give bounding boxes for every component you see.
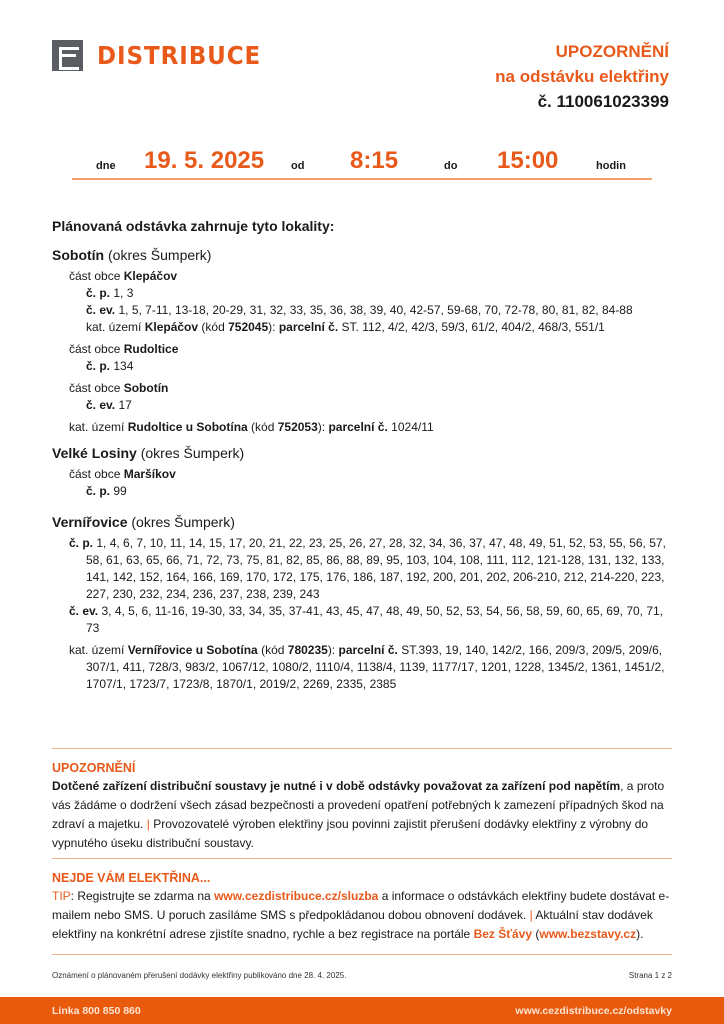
cev-values: 1, 5, 7-11, 13-18, 20-29, 31, 32, 33, 35, 36, 38, 39, 40, 42-57, 59-68, 70, 72-78, 80, 81, 82, 84-88 [118, 303, 633, 317]
kod-label: (kód [201, 320, 225, 334]
hours-label: hodin [596, 160, 626, 172]
part-name: Maršíkov [123, 467, 176, 481]
to-label: do [444, 160, 458, 172]
service-link[interactable]: www.cezdistribuce.cz/sluzba [214, 889, 379, 903]
part-prefix: část obce [69, 467, 121, 481]
cp-values: 99 [113, 484, 127, 498]
cp-label: č. p. [69, 536, 94, 550]
municipality-vernirovice [52, 513, 672, 531]
house-numbers [52, 358, 672, 375]
cp-values: 1, 4, 6, 7, 10, 11, 14, 15, 17, 20, 21, 22, 23, 25, 26, 27, 28, 32, 34, 36, 37, 47, 48, 49, 51, 52, 53, 55, 56, 57, 58, 61, 63, 65, 66, 71, 72, 73, 75, 81, 82, 85, 86, 88, 89, 95, 103, 104, 108, 111, 112, 121-128, 131, 132, 133, 141, 142, 152, 164, 166, 169, 170, 172, 175, 176, 186, 187, 192, 200, 201, 202, 206-210, 212, 214-220, 223, 227, 230, 232, 234, 236, 237, 238, 239, 243 [86, 536, 666, 601]
registry-numbers [52, 397, 672, 414]
cadastral-parcels: kat. území Rudoltice u Sobotína (kód 752053): parcelní č. 1024/11 [69, 420, 434, 434]
safety-warning [52, 760, 672, 853]
kat-name: Vernířovice u Sobotína [127, 643, 258, 657]
separator: | [146, 817, 150, 831]
parcel-values: 1024/11 [391, 420, 434, 434]
municipality-velke-losiny [52, 444, 672, 462]
parcel-values: ST.393, 19, 140, 142/2, 166, 209/3, 209/5, 209/6, 307/1, 411, 728/3, 983/2, 1067/12, 1080/2, 1110/4, 1138/4, 1139, 1177/17, 1201, 1228, 1345/2, 1361, 1451/2, 1707/1, 1723/7, 1723/8, 1870/1, 2019/2, 2269, 2335, 2385 [86, 643, 665, 691]
kod-label: (kód [251, 420, 275, 434]
kat-label: kat. území [69, 643, 125, 657]
cev-label: č. ev. [86, 398, 116, 412]
house-numbers [52, 483, 672, 500]
district: (okres Šumperk) [140, 445, 245, 461]
municipality-sobotin [52, 246, 672, 264]
parcel-values: ST. 112, 4/2, 42/3, 59/3, 61/2, 404/2, 468/3, 551/1 [341, 320, 605, 334]
registry-numbers [52, 302, 672, 319]
house-numbers [52, 535, 672, 603]
page-number: Strana 1 z 2 [628, 971, 672, 980]
outage-end-time: 15:00 [497, 147, 559, 174]
municipality-name: Vernířovice [52, 514, 128, 530]
from-label: od [291, 160, 305, 172]
district: (okres Šumperk) [108, 247, 212, 263]
cadastral-parcels: kat. území Vernířovice u Sobotína (kód 780235): parcelní č. ST.393, 19, 140, 142/2, 166, 209/3, 209/5, 209/6, 307/1, 411, 728/3, 983/2, 1067/12, 1080/2, 1110/4, 1138/4, 1139, 1177/17, 1201, 1228, 1345/2, 1361, 1451/2, 1707/1, 1723/7, 1723/8, 1870/1, 2019/2, 2269, 2335, 2385 [69, 643, 665, 691]
cev-values: 17 [118, 398, 132, 412]
parcel-label: parcelní č. [338, 643, 398, 657]
kat-name: Rudoltice u Sobotína [127, 420, 248, 434]
outage-start-time: 8:15 [350, 147, 399, 174]
tip-title: NEJDE VÁM ELEKTŘINA... [52, 871, 211, 885]
hotline[interactable]: Linka 800 850 860 [52, 1005, 141, 1017]
cev-label: č. ev. [69, 604, 99, 618]
tip-text-3: Aktuální stav dodávek elektřiny na konkrétní adrese zjistíte snadno, rychle a bez registrace na portále [52, 908, 653, 941]
kat-code: 752053 [277, 420, 318, 434]
parcel-label: parcelní č. [278, 320, 339, 334]
kat-code: 752045 [228, 320, 269, 334]
part-name: Sobotín [123, 381, 169, 395]
kat-name: Klepáčov [144, 320, 199, 334]
cp-values: 134 [113, 359, 134, 373]
footer-bar [0, 997, 724, 1024]
localities-section [52, 218, 672, 693]
divider [52, 858, 672, 859]
outages-link[interactable]: www.cezdistribuce.cz/odstavky [515, 1005, 672, 1017]
paren: ( [535, 927, 540, 941]
part-label [52, 380, 672, 397]
kat-code: 780235 [287, 643, 328, 657]
publication-note: Oznámení o plánovaném přerušení dodávky elektřiny publikováno dne 28. 4. 2025. [52, 971, 347, 980]
cev-values: 3, 4, 5, 6, 11-16, 19-30, 33, 34, 35, 37-41, 43, 45, 47, 48, 49, 50, 52, 53, 54, 56, 58, 59, 60, 65, 69, 70, 71, 73 [86, 604, 664, 635]
divider [52, 748, 672, 749]
warning-title: UPOZORNĚNÍ [52, 761, 136, 775]
warning-bold: Dotčené zařízení distribuční soustavy je nutné i v době odstávky považovat za zařízení pod napětím [52, 779, 621, 793]
registry-numbers [52, 603, 672, 637]
outage-date: 19. 5. 2025 [144, 147, 265, 174]
divider [52, 954, 672, 955]
part-prefix: část obce [69, 381, 121, 395]
notice-number: č. 110061023399 [537, 92, 669, 111]
tip-text-2: a informace o odstávkách elektřiny budete dostávat e-mailem nebo SMS. U poruch zasíláme SMS s předpokládanou dobou obnovení dodávek. [52, 889, 670, 922]
warning-text-1: , a proto vás žádáme o dodržení všech zásad bezpečnosti a provedení opatření potřebných k zamezení případných škod na zdraví a majetku. [52, 779, 665, 831]
separator: | [529, 908, 533, 922]
logo-text: DISTRIBUCE [97, 41, 262, 70]
logo-mark-icon [52, 40, 83, 71]
part-label [52, 466, 672, 483]
municipality-name: Sobotín [52, 247, 105, 263]
kat-label: kat. území [69, 420, 125, 434]
notice-header [495, 39, 669, 114]
cp-label: č. p. [86, 359, 111, 373]
paren: ). [636, 927, 644, 941]
tip-label: TIP [52, 889, 71, 903]
kat-label: kat. území [86, 320, 142, 334]
cp-label: č. p. [86, 484, 111, 498]
portal-name: Bez Šťávy [473, 927, 533, 941]
notice-subtitle: na odstávku elektřiny [495, 67, 669, 86]
notice-title: UPOZORNĚNÍ [555, 42, 669, 61]
kod-label: (kód [261, 643, 285, 657]
tip-text-1: : Registrujte se zdarma na [70, 889, 211, 903]
part-label [52, 268, 672, 285]
cp-values: 1, 3 [113, 286, 134, 300]
warning-text-2: Provozovatelé výroben elektřiny jsou povinni zajistit přerušení dodávky elektřiny z výrobny do vypnutého úseku distribuční soustavy. [52, 817, 649, 850]
cp-label: č. p. [86, 286, 111, 300]
cev-label: č. ev. [86, 303, 116, 317]
tip-section [52, 870, 672, 944]
cadastral-parcels: kat. území Klepáčov (kód 752045): parcelní č. ST. 112, 4/2, 42/3, 59/3, 61/2, 404/2, 468/3, 551/1 [86, 320, 605, 334]
warning-text [52, 777, 672, 853]
localities-heading: Plánovaná odstávka zahrnuje tyto lokality: [52, 218, 335, 234]
tip-text [52, 887, 672, 944]
house-numbers [52, 285, 672, 302]
municipality-name: Velké Losiny [52, 445, 137, 461]
district: (okres Šumperk) [131, 514, 235, 530]
part-label [52, 341, 672, 358]
part-prefix: část obce [69, 269, 121, 283]
bezstavy-link[interactable]: www.bezstavy.cz [539, 927, 637, 941]
parcel-label: parcelní č. [328, 420, 388, 434]
part-prefix: část obce [69, 342, 121, 356]
company-logo [52, 40, 275, 71]
part-name: Klepáčov [123, 269, 178, 283]
schedule-row [72, 146, 652, 180]
part-name: Rudoltice [123, 342, 179, 356]
date-label: dne [96, 160, 116, 172]
